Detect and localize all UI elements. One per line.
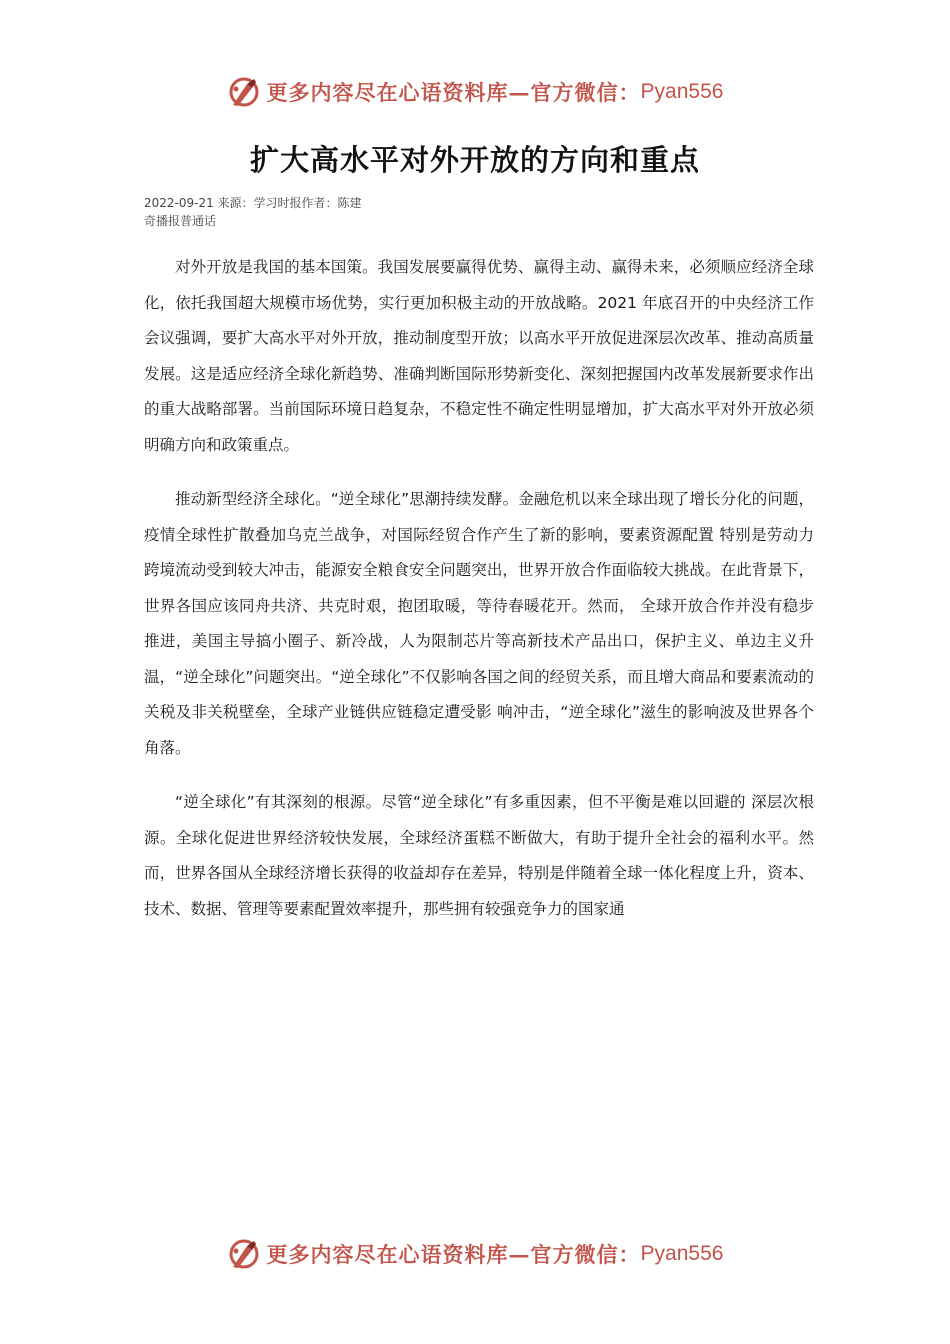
article-paragraph: 对外开放是我国的基本国策。我国发展要赢得优势、赢得主动、赢得未来，必须顺应经济全球化，依托我国超大规模市场优势，实行更加积极主动的开放战略。2021 年底召开的中央经济工作会议强调，要扩大高水平对外开放，推动制度型开放；以高水平开放促进深层次改革、推动高质量发展。这是适应经济全球化新趋势、准确判断国际形势新变化、深刻把握国内改革发展新要求作出的重大战略部署。当前国际环境日趋复杂，不稳定性不确定性明显增加，扩大高水平对外开放必须明确方向和政策重点。 bbox=[144, 258, 814, 454]
article-paragraph: 推动新型经济全球化。“逆全球化”思潮持续发酵。金融危机以来全球出现了增长分化的问题，疫情全球性扩散叠加乌克兰战争，对国际经贸合作产生了新的影响，要素资源配置 特别是劳动力跨境流动受到较大冲击，能源安全粮食安全问题突出，世界开放合作面临较大挑战。在此背景下，世界各国应该同舟共济、共克时艰，抱团取暖，等待春暖花开。然而， 全球开放合作并没有稳步推进，美国主导搞小圈子、新冷战，人为限制芯片等高新技术产品出口，保护主义、单边主义升温，“逆全球化”问题突出。“逆全球化”不仅影响各国之间的经贸关系，而且增大商品和要素流动的关税及非关税壁垒，全球产业链供应链稳定遭受影 响冲击，“逆全球化”滋生的影响波及世界各个角落。 bbox=[144, 490, 814, 757]
article-meta-audio-label: 奇播报普通话 bbox=[144, 214, 217, 228]
article-title: 扩大高水平对外开放的方向和重点 bbox=[249, 143, 700, 177]
footer-watermark-banner bbox=[0, 1232, 950, 1276]
pen-nib-circle-logo-icon bbox=[227, 1237, 261, 1271]
article-meta-date-source: 2022-09-21 来源：学习时报作者：陈建 bbox=[144, 196, 362, 210]
article-paragraph: “逆全球化”有其深刻的根源。尽管“逆全球化”有多重因素，但不平衡是难以回避的 深层次根源。全球化促进世界经济较快发展，全球经济蛋糕不断做大，有助于提升全社会的福利水平。然而，世界各国从全球经济增长获得的收益却存在差异，特别是伴随着全球一体化程度上升，资本、技术、数据、管理等要素配置效率提升，那些拥有较强竞争力的国家通 bbox=[144, 793, 814, 918]
watermark-slogan: 更多内容尽在心语资料库—官方微信： bbox=[266, 1242, 641, 1267]
article-body bbox=[144, 250, 814, 946]
watermark-slogan: 更多内容尽在心语资料库—官方微信： bbox=[266, 80, 641, 105]
pen-nib-circle-logo-icon bbox=[227, 75, 261, 109]
header-watermark-banner bbox=[0, 70, 950, 114]
watermark-wechat-handle: Pyan556 bbox=[640, 80, 724, 103]
watermark-wechat-handle: Pyan556 bbox=[640, 1242, 724, 1265]
